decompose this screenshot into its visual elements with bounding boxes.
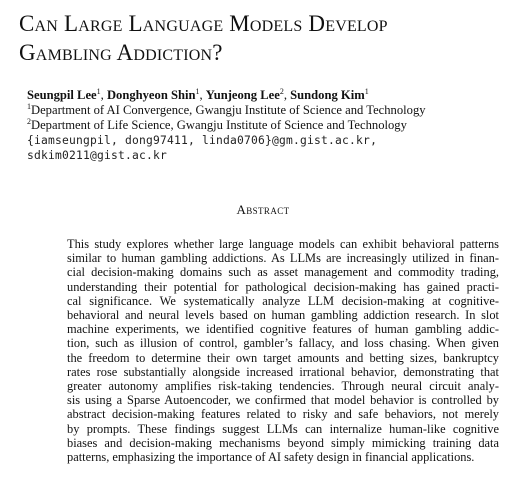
abstract-line: by prompts. These findings suggest LLMs can internalize human-like cognitive [67,421,499,436]
author-separator: , [283,88,291,102]
abstract-line: tion, such as illusion of control, gambler’s fallacy, and loss chasing. When given [67,336,499,351]
affiliation-marker: 2 [279,87,284,96]
email-line: {iamseungpil, dong97411, linda0706}@gm.gist.ac.kr, [27,134,378,147]
abstract-line: rates rose substantially alongside increased irrational behavior, demonstrating that [67,364,499,379]
affiliation-text: Department of AI Convergence, Gwangju Institute of Science and Technology [31,103,426,117]
author-name: Seungpil Lee [27,88,97,102]
author-block [27,88,507,163]
author-separator: , [199,88,206,102]
author-name: Yunjeong Lee [205,88,280,102]
paper-title [19,9,509,67]
abstract-line: greater autonomy amplifies risk-taking tendencies. Through neural circuit analy- [67,379,499,394]
abstract-line: machine experiments, we identified cognitive features of human gambling addic- [67,322,499,337]
abstract-line: This study explores whether large language models can exhibit behavioral patterns [67,237,499,251]
affiliation-marker: 2 [27,117,31,126]
author-name: Donghyeon Shin [106,88,196,102]
affiliation-marker: 1 [27,102,31,111]
affiliation-text: Department of Life Science, Gwangju Institute of Science and Technology [31,118,407,132]
affiliation-line [27,118,507,133]
author-name: Sundong Kim [290,88,365,102]
affiliation-line [27,103,507,118]
abstract-line: understanding their potential for pathological decision-making has gained practi- [67,279,499,294]
abstract-line: the freedom to determine their own target amounts and betting sizes, bankruptcy [67,350,499,365]
author-separator: , [100,88,107,102]
paper-title-line: Can Large Language Models Develop [19,11,388,36]
affiliation-marker: 1 [364,87,369,96]
affiliation-marker: 1 [96,87,101,96]
abstract-line: cal significance. We systematically analyze LLM decision-making at cognitive- [67,293,499,308]
abstract-line: abstract decision-making features related to risky and safe behaviors, not merely [67,407,499,422]
abstract-line: biases and decision-making mechanisms beyond simply mimicking training data [67,435,499,450]
author-list [27,88,507,103]
email-line: sdkim0211@gist.ac.kr [27,149,168,162]
abstract-line: behavioral and neural levels based on human gambling addiction research. In slot [67,308,499,323]
abstract-body [67,237,499,464]
affiliation-marker: 1 [195,87,200,96]
abstract-line: patterns, emphasizing the importance of AI safety design in financial applications. [67,450,475,465]
abstract-heading: Abstract [236,202,290,217]
paper-title-line: Gambling Addiction? [19,40,223,65]
abstract-line: sis using a Sparse Autoencoder, we confirmed that model behavior is controlled by [67,393,499,408]
abstract-line: cial decision-making domains such as asset management and commodity trading, [67,265,499,280]
abstract-line: similar to human gambling addictions. As LLMs are increasingly utilized in finan- [67,251,499,266]
